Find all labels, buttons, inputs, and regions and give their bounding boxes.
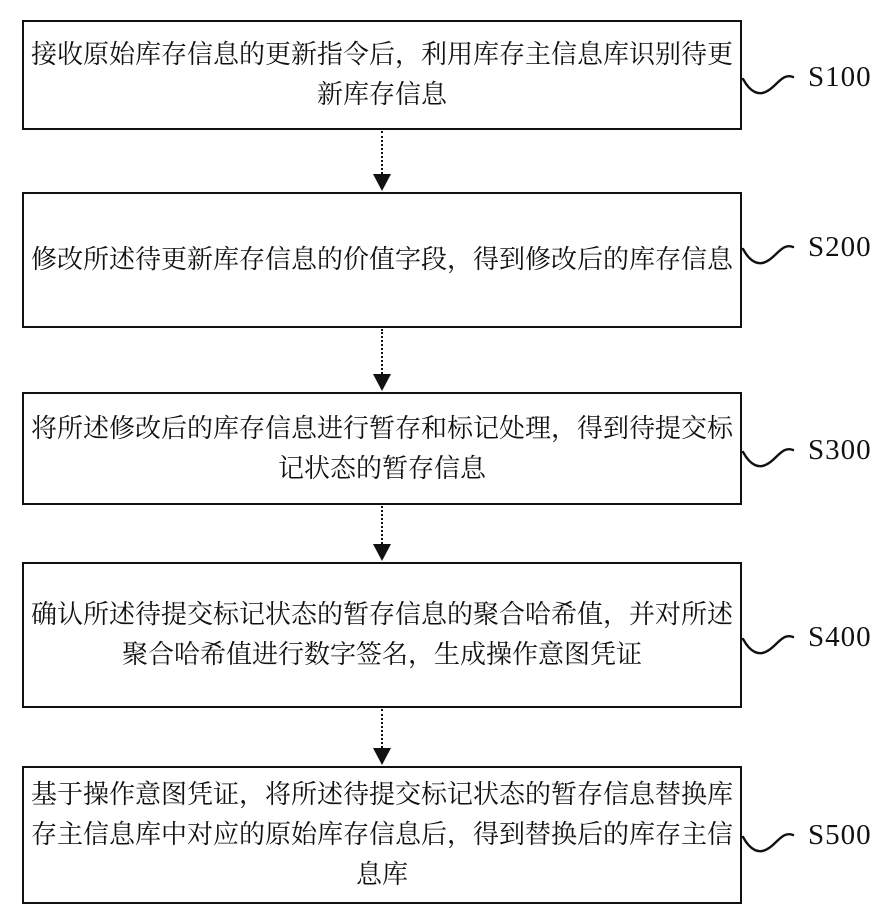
step-reference-s200	[742, 231, 872, 277]
step-text: 基于操作意图凭证，将所述待提交标记状态的暂存信息替换库存主信息库中对应的原始库存信息后，得到替换后的库存主信息库	[31, 780, 734, 889]
step-reference-s300	[742, 434, 872, 480]
arrow-shaft	[381, 131, 383, 174]
step-reference-s500	[742, 819, 872, 865]
step-label: S400	[808, 621, 872, 653]
flow-arrow-down-icon	[373, 709, 391, 765]
flow-arrow-down-icon	[373, 506, 391, 561]
flow-arrow-down-icon	[373, 329, 391, 391]
step-label: S100	[808, 61, 872, 93]
step-label: S200	[808, 231, 872, 263]
flow-arrow-down-icon	[373, 131, 391, 191]
arrow-head-icon	[373, 544, 391, 561]
step-text: 将所述修改后的库存信息进行暂存和标记处理，得到待提交标记状态的暂存信息	[31, 413, 734, 483]
arrow-head-icon	[373, 174, 391, 191]
step-reference-s100	[742, 61, 872, 107]
step-label: S500	[808, 819, 872, 851]
arrow-shaft	[381, 506, 383, 544]
arrow-head-icon	[373, 748, 391, 765]
step-text: 确认所述待提交标记状态的暂存信息的聚合哈希值，并对所述聚合哈希值进行数字签名，生成操作意图凭证	[31, 600, 734, 669]
connector-squiggle-icon	[742, 621, 806, 667]
flow-step-box-s300	[22, 392, 742, 505]
arrow-shaft	[381, 329, 383, 374]
flow-step-box-s200	[22, 192, 742, 328]
connector-squiggle-icon	[742, 819, 806, 865]
flow-step-box-s100	[22, 20, 742, 130]
step-reference-s400	[742, 621, 872, 667]
step-text: 接收原始库存信息的更新指令后，利用库存主信息库识别待更新库存信息	[31, 40, 734, 109]
arrow-head-icon	[373, 374, 391, 391]
flow-step-box-s500	[22, 766, 742, 904]
arrow-shaft	[381, 709, 383, 748]
flow-step-box-s400	[22, 562, 742, 708]
connector-squiggle-icon	[742, 61, 806, 107]
connector-squiggle-icon	[742, 231, 806, 277]
step-text: 修改所述待更新库存信息的价值字段，得到修改后的库存信息	[31, 245, 734, 274]
step-label: S300	[808, 434, 872, 466]
connector-squiggle-icon	[742, 434, 806, 480]
